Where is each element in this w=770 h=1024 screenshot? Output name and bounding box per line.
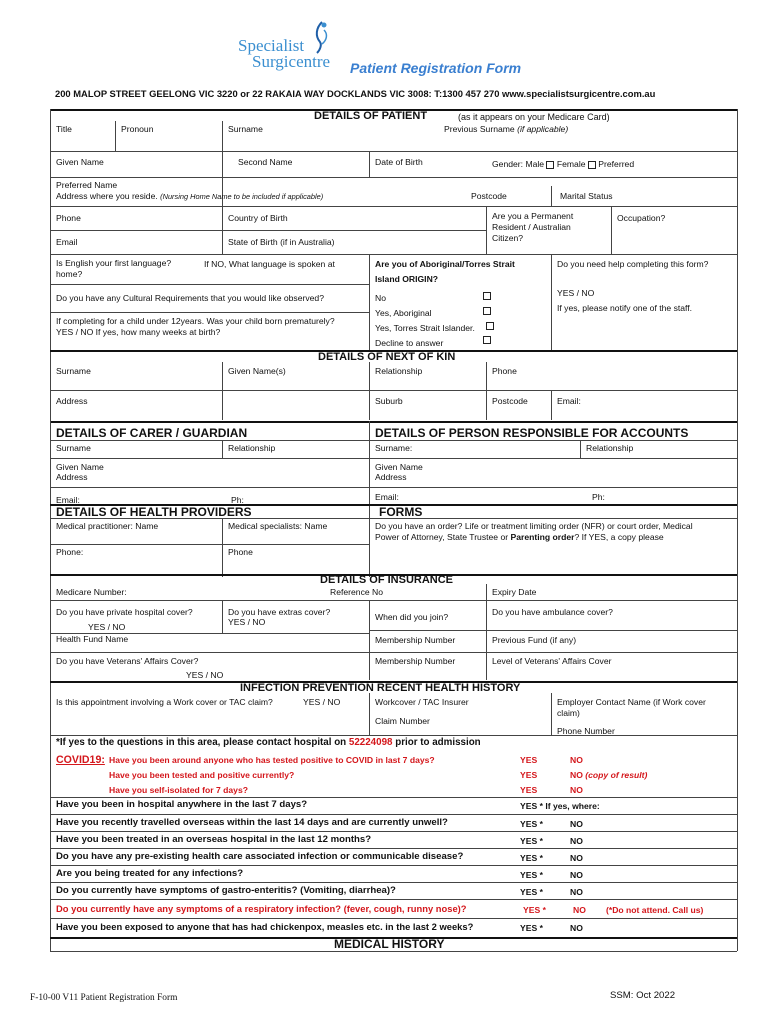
footer-date: SSM: Oct 2022: [610, 990, 676, 1001]
pronoun-label: Pronoun: [121, 124, 154, 134]
accounts-relationship-label: Relationship: [586, 443, 634, 453]
patient-heading: DETAILS OF PATIENT: [314, 110, 428, 122]
answer-no[interactable]: NO: [570, 853, 583, 863]
covid-3-no[interactable]: NO: [570, 785, 583, 795]
surname-field[interactable]: [222, 134, 622, 150]
covid-question-1: Have you been around anyone who has tested positive to COVID in last 7 days?: [109, 755, 435, 765]
forms-text-2b: Parenting order: [510, 532, 575, 542]
workcover-question: Is this appointment involving a Work cover or TAC claim?: [56, 697, 273, 707]
answer-no[interactable]: NO: [573, 905, 586, 915]
answer-no[interactable]: NO: [570, 819, 583, 829]
accounts-surname-label: Surname:: [375, 443, 413, 453]
gp-phone-label: Phone:: [56, 547, 84, 557]
covid-2-yes[interactable]: YES: [520, 770, 538, 780]
claim-number-label: Claim Number: [375, 716, 430, 726]
answer-no[interactable]: NO: [570, 836, 583, 846]
q-travel-overseas: [50, 815, 737, 832]
copy-result-note: (copy of result): [585, 770, 648, 780]
help-question: Do you need help completing this form?: [557, 259, 709, 269]
accounts-heading: DETAILS OF PERSON RESPONSIBLE FOR ACCOUNTS: [375, 426, 689, 440]
logo-line1: Specialist: [238, 36, 305, 55]
female-label: Female: [556, 159, 586, 169]
preferred-name-label: Preferred Name: [56, 180, 118, 190]
given-name-label: Given Name: [56, 157, 104, 167]
kin-address-label: Address: [56, 396, 88, 406]
carer-address-label: Address: [56, 472, 88, 482]
carer-given-label: Given Name: [56, 462, 104, 472]
child-question: If completing for a child under 12years. Was your child born prematurely?: [56, 316, 335, 326]
question-text: Are you being treated for any infections?: [56, 868, 244, 879]
if-applicable-note: (if applicable): [517, 124, 569, 134]
form-title: Patient Registration Form: [350, 60, 522, 76]
cultural-label: Do you have any Cultural Requirements that you would like observed?: [56, 293, 324, 303]
q-respiratory: [50, 900, 737, 918]
kin-postcode-label: Postcode: [492, 396, 528, 406]
surname-label: Surname: [228, 124, 263, 134]
country-birth-label: Country of Birth: [228, 213, 288, 223]
answer-yes[interactable]: YES *: [520, 853, 543, 863]
medical-history-heading: MEDICAL HISTORY: [334, 937, 445, 951]
notify-staff-note: If yes, please notify one of the staff.: [557, 303, 693, 313]
covid-label: COVID19:: [56, 754, 105, 766]
answer-yes[interactable]: YES *: [520, 819, 543, 829]
kin-phone-label: Phone: [492, 366, 517, 376]
q-treated-infections: [50, 866, 737, 883]
carer-relationship-label: Relationship: [228, 443, 276, 453]
gp-label: Medical practitioner: Name: [56, 521, 159, 531]
insurer-label: Workcover / TAC Insurer: [375, 697, 469, 707]
opt-aboriginal-checkbox[interactable]: [483, 307, 491, 315]
carer-heading: DETAILS OF CARER / GUARDIAN: [56, 426, 248, 440]
private-yes-no[interactable]: YES / NO: [88, 622, 126, 632]
q-overseas-hospital: [50, 832, 737, 849]
occupation-label: Occupation?: [617, 213, 666, 223]
specialist-phone-label: Phone: [228, 547, 253, 557]
logo: [238, 20, 348, 70]
question-text: Do you currently have any symptoms of a respiratory infection? (fever, cough, runny nose)?: [56, 903, 467, 914]
title-field[interactable]: [50, 134, 115, 150]
infection-heading: INFECTION PREVENTION RECENT HEALTH HISTORY: [240, 682, 521, 694]
carer-email-label: Email:: [56, 495, 80, 505]
expiry-label: Expiry Date: [492, 587, 537, 597]
patient-heading-note: (as it appears on your Medicare Card): [458, 112, 610, 122]
dob-label: Date of Birth: [375, 157, 423, 167]
help-yes-no: YES / NO: [557, 288, 595, 298]
question-text: Have you been exposed to anyone that has had chickenpox, measles etc. in the last 2 weeks?: [56, 921, 474, 932]
title-label: Title: [56, 124, 72, 134]
footer-form-code: F-10-00 V11 Patient Registration Form: [30, 993, 178, 1003]
notice-phone[interactable]: 52224098: [348, 737, 393, 748]
aboriginal-question-line2: Island ORIGIN?: [375, 274, 439, 284]
address-line: 200 MALOP STREET GEELONG VIC 3220 or 22 RAKAIA WAY DOCKLANDS VIC 3008: T:1300 457 270 www.specialistsurgicentre.com.au: [55, 88, 656, 99]
covid-1-yes[interactable]: YES: [520, 755, 538, 765]
covid-question-2: Have you been tested and positive currently?: [109, 770, 295, 780]
kin-email-label: Email:: [557, 396, 581, 406]
covid-question-3: Have you self-isolated for 7 days?: [109, 785, 248, 795]
forms-text-1: Do you have an order? Life or treatment limiting order (NFR) or court order, Medical: [375, 521, 693, 531]
email-label: Email: [56, 237, 78, 247]
answer-yes[interactable]: YES *: [520, 870, 543, 880]
forms-text-2c: ? If YES, a copy please: [574, 532, 664, 542]
insurance-heading: DETAILS OF INSURANCE: [320, 574, 454, 586]
accounts-given-label: Given Name: [375, 462, 423, 472]
q-chickenpox: [50, 919, 737, 937]
marital-status-label: Marital Status: [560, 191, 613, 201]
opt-torres-checkbox[interactable]: [486, 322, 494, 330]
gender-label: Gender: Male: [492, 159, 545, 169]
preferred-gender-label: Preferred: [598, 159, 635, 169]
forms-text-2a: Power of Attorney, State Trustee or: [375, 532, 511, 542]
logo-line2: Surgicentre: [252, 52, 331, 71]
veterans-yes-no[interactable]: YES / NO: [186, 670, 224, 680]
veterans-label: Do you have Veterans' Affairs Cover?: [56, 656, 199, 666]
kin-given-label: Given Name(s): [228, 366, 286, 376]
answer-no[interactable]: NO: [570, 923, 583, 933]
medicare-label: Medicare Number:: [56, 587, 127, 597]
opt-no-label: No: [375, 293, 386, 303]
phone-number-label: Phone Number: [557, 726, 615, 736]
forms-heading: FORMS: [379, 505, 423, 519]
second-name-label: Second Name: [238, 157, 293, 167]
opt-torres-label: Yes, Torres Strait Islander.: [375, 323, 475, 333]
kin-surname-label: Surname: [56, 366, 91, 376]
question-text: Have you been treated in an overseas hospital in the last 12 months?: [56, 834, 372, 845]
veterans-level-label: Level of Veterans' Affairs Cover: [492, 656, 612, 666]
question-text: Have you been in hospital anywhere in the last 7 days?: [56, 799, 308, 810]
health-fund-label: Health Fund Name: [56, 634, 129, 644]
previous-surname-label: Previous Surname: [444, 124, 515, 134]
health-heading: DETAILS OF HEALTH PROVIDERS: [56, 505, 252, 519]
phone-label: Phone: [56, 213, 81, 223]
permanent-resident-label: Are you a Permanent Resident / Australian Citizen?: [492, 211, 574, 243]
opt-decline-checkbox[interactable]: [483, 336, 491, 344]
accounts-address-label: Address: [375, 472, 407, 482]
english-label: Is English your first language? home?: [56, 258, 172, 279]
answer-yes[interactable]: YES * If yes, where:: [520, 801, 600, 811]
opt-decline-label: Decline to answer: [375, 338, 444, 348]
answer-yes[interactable]: YES *: [520, 836, 543, 846]
child-question-line2: YES / NO If yes, how many weeks at birth?: [56, 327, 221, 337]
covid-3-yes[interactable]: YES: [520, 785, 538, 795]
extras-yes-no[interactable]: YES / NO: [228, 617, 266, 627]
female-checkbox[interactable]: [588, 161, 596, 169]
answer-yes[interactable]: YES *: [520, 887, 543, 897]
logo-figure-icon: [310, 20, 332, 54]
other-language-label: If NO, What language is spoken at: [204, 259, 335, 269]
carer-surname-label: Surname: [56, 443, 91, 453]
opt-aboriginal-label: Yes, Aboriginal: [375, 308, 432, 318]
state-birth-label: State of Birth (if in Australia): [228, 237, 335, 247]
extras-cover-label: Do you have extras cover?: [228, 607, 331, 617]
private-cover-label: Do you have private hospital cover?: [56, 607, 193, 617]
membership-label-2: Membership Number: [375, 656, 456, 666]
do-not-attend-note: (*Do not attend. Call us): [606, 905, 704, 915]
address-note: (Nursing Home Name to be included if applicable): [160, 192, 324, 201]
accounts-ph-label: Ph:: [592, 492, 605, 502]
address-label: Address where you reside.: [56, 191, 158, 201]
carer-ph-label: Ph:: [231, 495, 244, 505]
answer-yes[interactable]: YES *: [520, 923, 543, 933]
specialists-label: Medical specialists: Name: [228, 521, 328, 531]
ambulance-label: Do you have ambulance cover?: [492, 607, 613, 617]
answer-no[interactable]: NO: [570, 887, 583, 897]
covid-1-no[interactable]: NO: [570, 755, 583, 765]
q-hospital-7days: [50, 798, 737, 815]
question-text: Do you have any pre-existing health care associated infection or communicable disease?: [56, 851, 464, 862]
membership-label-1: Membership Number: [375, 635, 456, 645]
covid-2-no[interactable]: NO: [570, 770, 583, 780]
male-checkbox[interactable]: [546, 161, 554, 169]
kin-suburb-label: Suburb: [375, 396, 403, 406]
opt-no-checkbox[interactable]: [483, 292, 491, 300]
aboriginal-question: Are you of Aboriginal/Torres Strait: [375, 259, 515, 269]
workcover-yes-no[interactable]: YES / NO: [303, 697, 341, 707]
notice-text-b: prior to admission: [392, 737, 481, 748]
question-text: Have you recently travelled overseas within the last 14 days and are currently unwell?: [56, 817, 448, 828]
q-gastro: [50, 883, 737, 900]
notice-text-a: *If yes to the questions in this area, please contact hospital on: [56, 737, 349, 748]
previous-fund-label: Previous Fund (if any): [492, 635, 577, 645]
when-join-label: When did you join?: [375, 612, 449, 622]
question-text: Do you currently have symptoms of gastro-enteritis? (Vomiting, diarrhea)?: [56, 885, 396, 896]
reference-label: Reference No: [330, 587, 384, 597]
answer-yes[interactable]: YES *: [523, 905, 546, 915]
kin-heading: DETAILS OF NEXT OF KIN: [318, 351, 456, 363]
q-preexisting-infection: [50, 849, 737, 866]
accounts-email-label: Email:: [375, 492, 399, 502]
kin-relationship-label: Relationship: [375, 366, 423, 376]
postcode-label: Postcode: [471, 191, 507, 201]
answer-no[interactable]: NO: [570, 870, 583, 880]
employer-contact-label: Employer Contact Name (if Work cover claim): [557, 697, 706, 718]
